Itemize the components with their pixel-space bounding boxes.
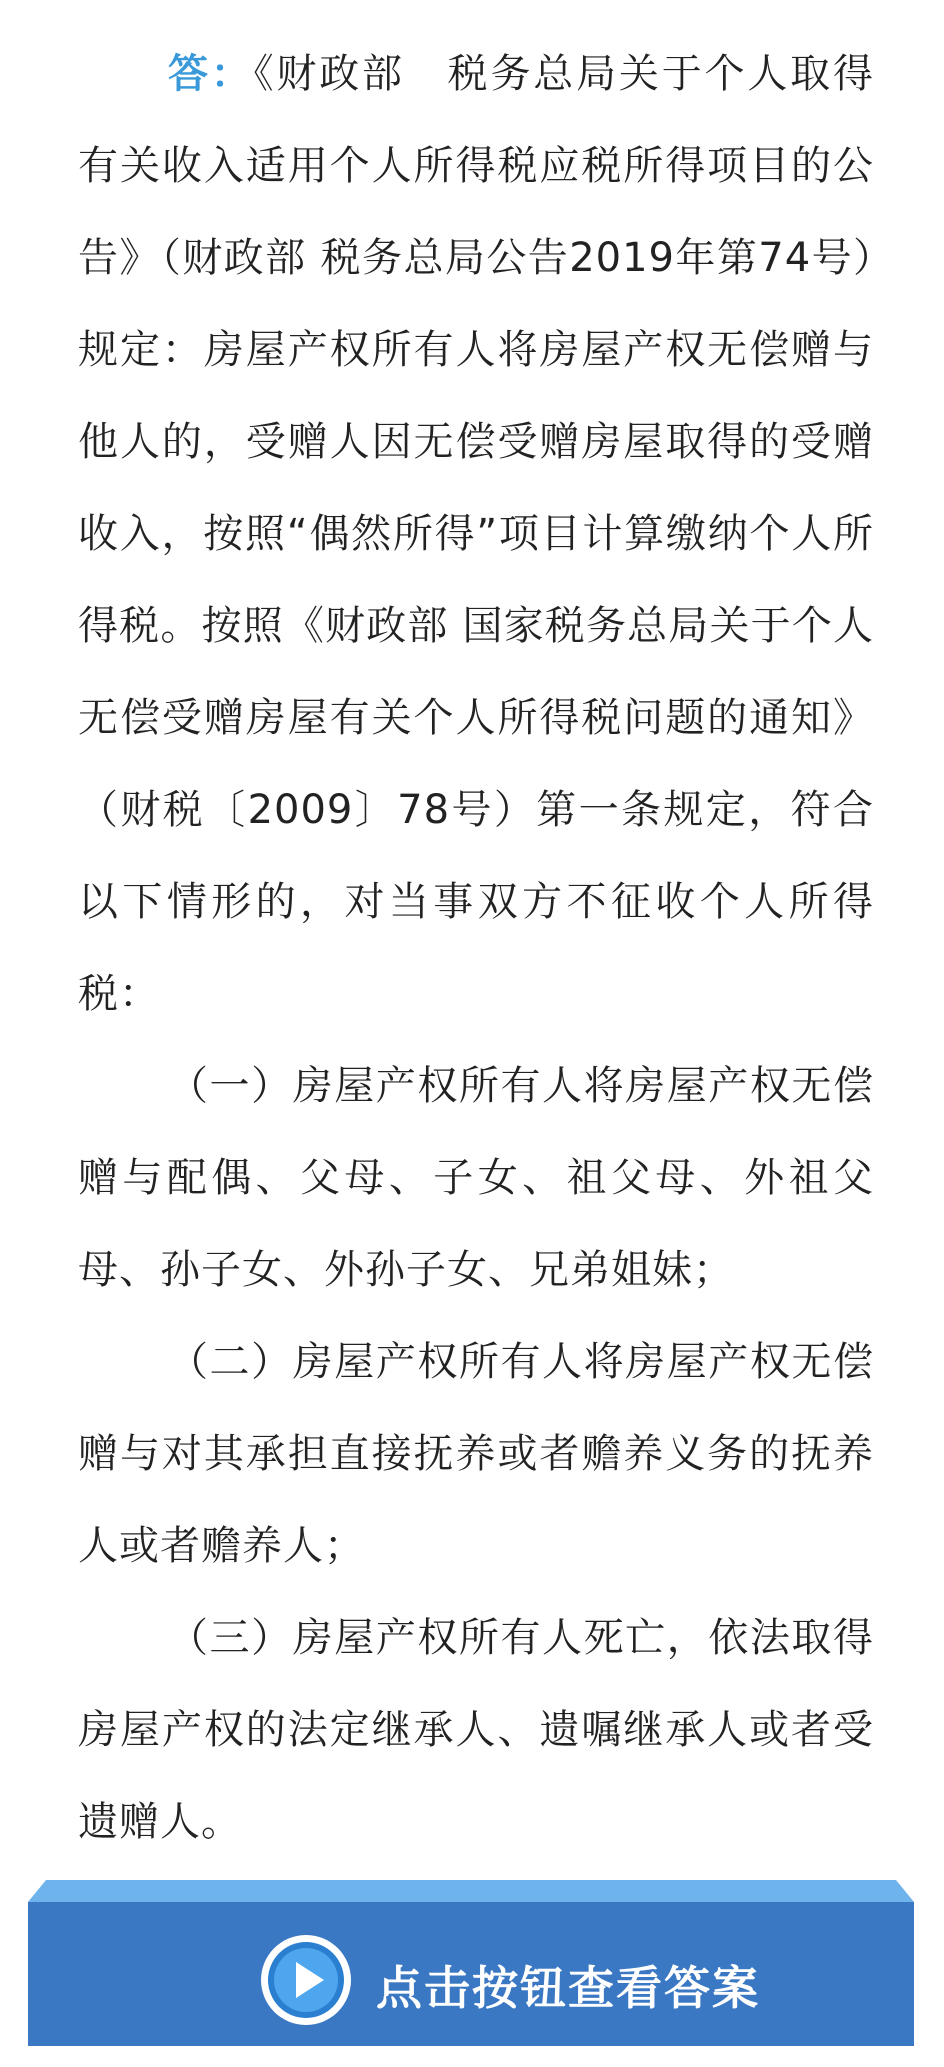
answer-body: 《财政部 税务总局关于个人取得有关收入适用个人所得税应税所得项目的公告》（财政部 税务总局公告2019年第74号）规定：房屋产权所有人将房屋产权无偿赠与他人的，受赠人因无偿受赠房屋取得的受赠收入，按照“偶然所得”项目计算缴纳个人所得税。按照《财政部 国家税务总局关于个人无偿受赠房屋有关个人所得税问题的通知》（财税〔2009〕78号）第一条规定，符合以下情形的，对当事双方不征收个人所得税：: [78, 51, 874, 1017]
list-item-1: （一）房屋产权所有人将房屋产权无偿赠与配偶、父母、子女、祖父母、外祖父母、孙子女、外孙子女、兄弟姐妹；: [78, 1063, 874, 1293]
article: [78, 28, 874, 1868]
list-item-2: （二）房屋产权所有人将房屋产权无偿赠与对其承担直接抚养或者赡养义务的抚养人或者赡养人；: [78, 1339, 874, 1569]
answer-banner: [28, 1880, 914, 2067]
play-icon: [258, 1932, 354, 2028]
list-item-3: （三）房屋产权所有人死亡，依法取得房屋产权的法定继承人、遗嘱继承人或者受遗赠人。: [78, 1615, 874, 1845]
view-answer-label: 点击按钮查看答案: [376, 1961, 760, 2015]
view-answer-button[interactable]: [228, 1932, 760, 2042]
answer-paragraph: [78, 28, 874, 1040]
answer-label: 答：: [168, 51, 254, 97]
